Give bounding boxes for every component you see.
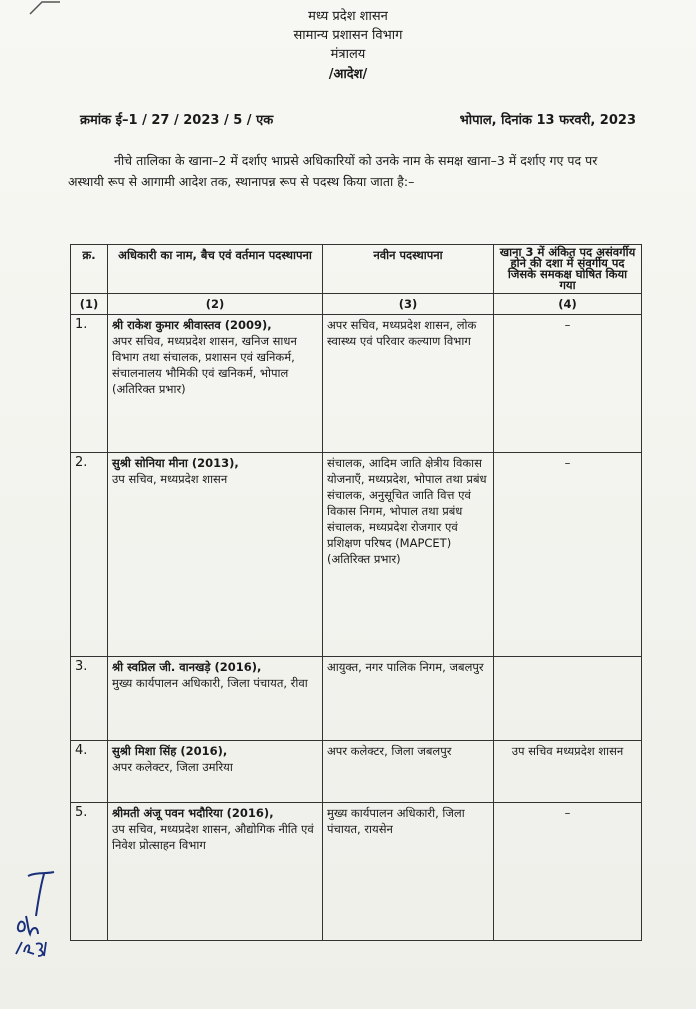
govt-name: मध्य प्रदेश शासन bbox=[308, 9, 388, 24]
header-officer: अधिकारी का नाम, बैच एवं वर्तमान पदस्थापना bbox=[108, 245, 323, 294]
new-post-cell: संचालक, आदिम जाति क्षेत्रीय विकास योजनाएँ, मध्यप्रदेश, भोपाल तथा प्रबंध संचालक, अनुसूचित जाति वित्त एवं विकास निगम, भोपाल तथा प्रबंध संचालक, मध्यप्रदेश रोजगार एवं प्रशिक्षण परिषद (MAPCET) (अतिरिक्त प्रभार) bbox=[323, 453, 494, 657]
row-sr: 4. bbox=[71, 741, 108, 803]
officer-name: श्रीमती अंजू पवन भदौरिया (2016), bbox=[112, 806, 274, 820]
colnum: (2) bbox=[108, 294, 323, 315]
equivalent-cell: – bbox=[494, 803, 642, 941]
equivalent-cell: – bbox=[494, 315, 642, 453]
colnum: (1) bbox=[71, 294, 108, 315]
equivalent-cell: – bbox=[494, 453, 642, 657]
officer-name: श्री स्वप्निल जी. वानखड़े (2016), bbox=[112, 660, 262, 674]
officer-name: सुश्री सोनिया मीना (2013), bbox=[112, 456, 239, 470]
office-name: मंत्रालय bbox=[330, 47, 366, 62]
officer-cell bbox=[108, 315, 323, 453]
equivalent-cell bbox=[494, 657, 642, 741]
row-sr: 3. bbox=[71, 657, 108, 741]
row-sr: 5. bbox=[71, 803, 108, 941]
table-header-row bbox=[71, 245, 642, 294]
new-post-cell: अपर सचिव, मध्यप्रदेश शासन, लोक स्वास्थ्य एवं परिवार कल्याण विभाग bbox=[323, 315, 494, 453]
table-row bbox=[71, 803, 642, 941]
colnum: (3) bbox=[323, 294, 494, 315]
officer-name: श्री राकेश कुमार श्रीवास्तव (2009), bbox=[112, 318, 272, 332]
officer-current-post: अपर सचिव, मध्यप्रदेश शासन, खनिज साधन विभाग तथा संचालक, प्रशासन एवं खनिकर्म, संचालनालय भौमिकी एवं खनिकर्म, भोपाल (अतिरिक्त प्रभार) bbox=[112, 334, 297, 396]
row-sr: 1. bbox=[71, 315, 108, 453]
intro-paragraph: नीचे तालिका के खाना–2 में दर्शाए भाप्रसे अधिकारियों को उनके नाम के समक्ष खाना–3 में दर्शाए गए पद पर अस्थायी रूप से आगामी आदेश तक, स्थानापन्न रूप से पदस्थ किया जाता है:– bbox=[68, 153, 598, 189]
table-row bbox=[71, 657, 642, 741]
table-row bbox=[71, 315, 642, 453]
table-row bbox=[71, 453, 642, 657]
officer-cell bbox=[108, 803, 323, 941]
order-number: क्रमांक ई–1 / 27 / 2023 / 5 / एक bbox=[80, 113, 274, 128]
equivalent-cell: उप सचिव मध्यप्रदेश शासन bbox=[494, 741, 642, 803]
table-colnum-row bbox=[71, 294, 642, 315]
order-title: /आदेश/ bbox=[328, 67, 368, 82]
header-sr: क्र. bbox=[71, 245, 108, 294]
place-date: भोपाल, दिनांक 13 फरवरी, 2023 bbox=[459, 113, 636, 128]
new-post-cell: आयुक्त, नगर पालिक निगम, जबलपुर bbox=[323, 657, 494, 741]
officer-current-post: उप सचिव, मध्यप्रदेश शासन bbox=[112, 472, 228, 486]
officer-cell bbox=[108, 657, 323, 741]
posting-table bbox=[70, 244, 642, 941]
officer-name: सुश्री मिशा सिंह (2016), bbox=[112, 744, 228, 758]
officer-current-post: अपर कलेक्टर, जिला उमरिया bbox=[112, 760, 233, 774]
department-name: सामान्य प्रशासन विभाग bbox=[293, 28, 403, 43]
reference-line bbox=[80, 110, 636, 128]
new-post-cell: मुख्य कार्यपालन अधिकारी, जिला पंचायत, रायसेन bbox=[323, 803, 494, 941]
row-sr: 2. bbox=[71, 453, 108, 657]
table-row bbox=[71, 741, 642, 803]
handwritten-initials-signature bbox=[14, 868, 66, 960]
header-equivalent: खाना 3 में अंकित पद असंवर्गीय होने की दशा में संवर्गीय पद जिसके समकक्ष घोषित किया गया bbox=[494, 245, 642, 294]
new-post-cell: अपर कलेक्टर, जिला जबलपुर bbox=[323, 741, 494, 803]
header-new-post: नवीन पदस्थापना bbox=[323, 245, 494, 294]
officer-current-post: उप सचिव, मध्यप्रदेश शासन, औद्योगिक नीति एवं निवेश प्रोत्साहन विभाग bbox=[112, 822, 314, 852]
colnum: (4) bbox=[494, 294, 642, 315]
officer-current-post: मुख्य कार्यपालन अधिकारी, जिला पंचायत, रीवा bbox=[112, 676, 308, 690]
officer-cell bbox=[108, 453, 323, 657]
officer-cell bbox=[108, 741, 323, 803]
